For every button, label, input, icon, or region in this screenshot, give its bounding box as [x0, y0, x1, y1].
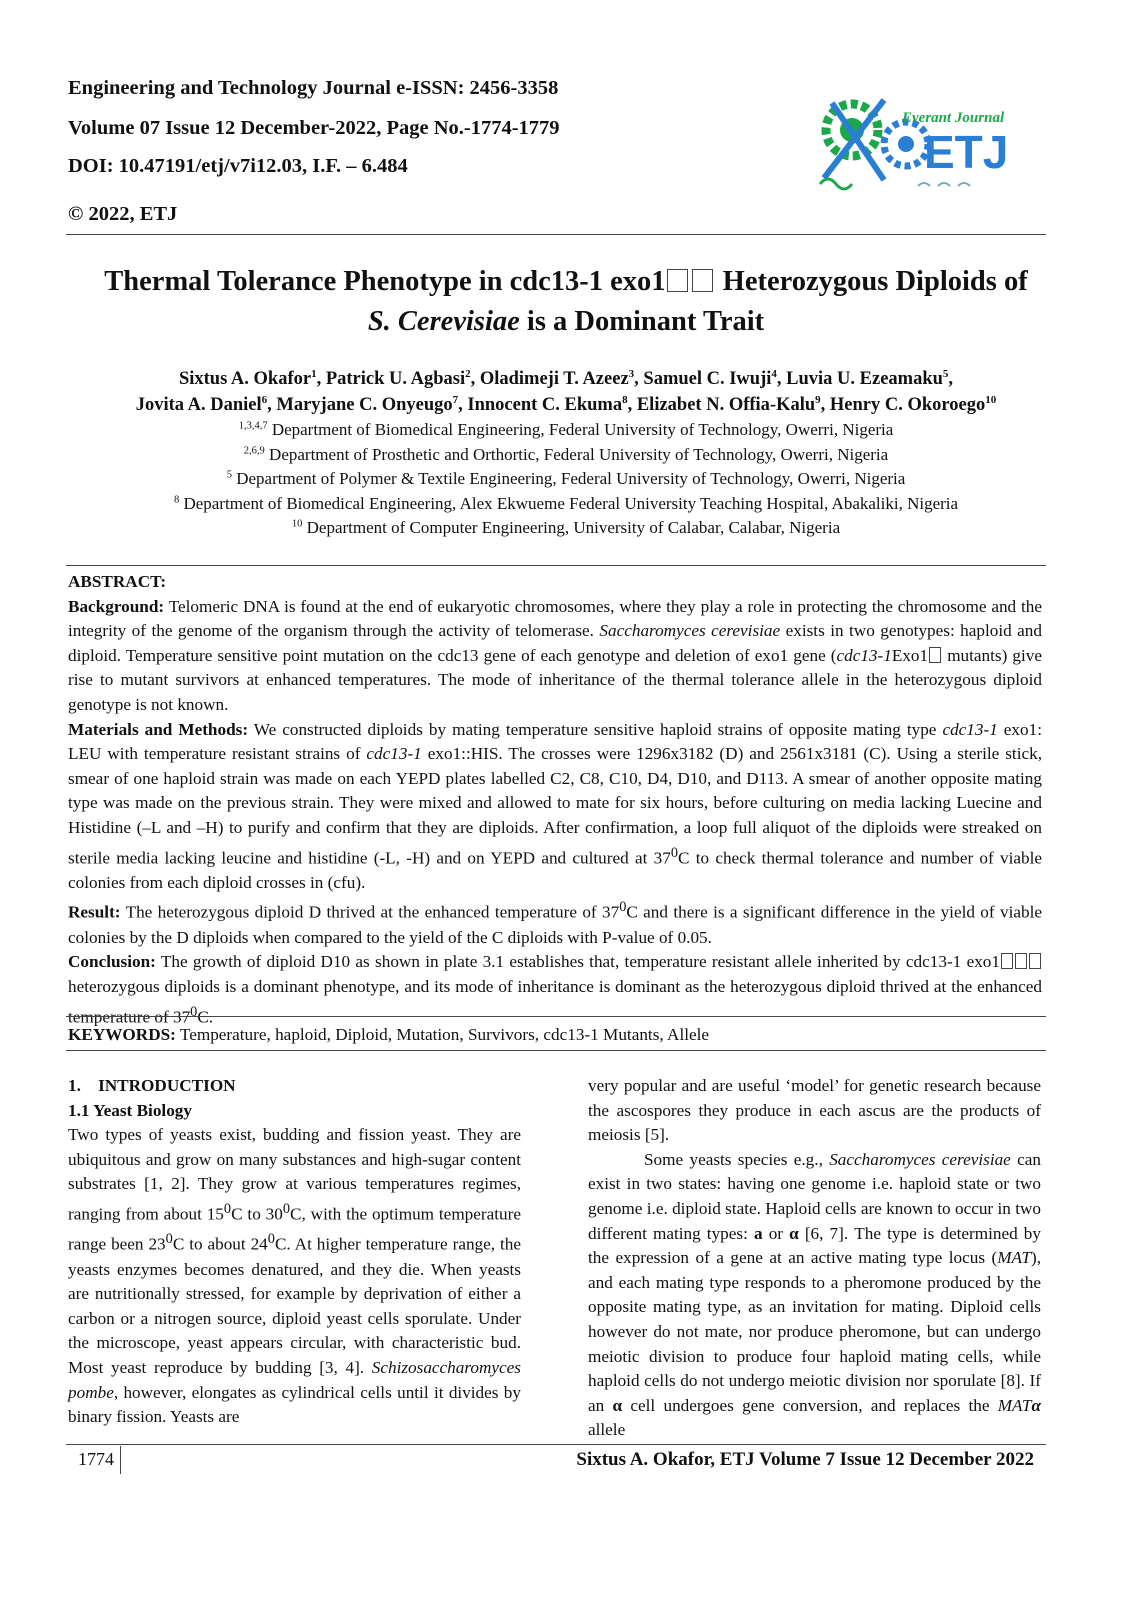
- journal-copyright: © 2022, ETJ: [68, 203, 178, 225]
- abstract-background: Background: Telomeric DNA is found at the end of eukaryotic chromosomes, where they play a role in protecting the chromosome and the integrity of the genome of the organism through the activity of telomerase. Saccharomyces cerevisiae exists in two genotypes: haploid and diploid. Temperature sensitive point mutation on the cdc13 gene of each genotype and deletion of exo1 gene (cdc13-1Exo1 mutants) give rise to mutant survivors at enhanced temperatures. The mode of inheritance of the thermal tolerance allele in the heterozygous diploid genotype is not known.: [68, 596, 1042, 714]
- logo-main-text: ETJ: [924, 126, 1009, 178]
- abstract-conclusion: Conclusion: The growth of diploid D10 as shown in plate 3.1 establishes that, temperature resistant allele inherited by cdc13-1 exo1heterozygous diploids is a dominant phenotype, and its mode of inheritance is dominant as the heterozygous diploid thrived at the enhanced temperature of $37^0C$.: [68, 952, 1042, 1027]
- abstract-methods: Materials and Methods: We constructed diploids by mating temperature sensitive haploid strains of opposite mating type cdc13-1 exo1: LEU with temperature resistant strains of cdc13-1 exo1::HIS. The crosses were 1296x3182 (D) and 2561x3181 (C). Using a sterile stick, smear of one haploid strain was made on each YEPD plates labelled C2, C8, C10, D4, D10, and D113. A smear of another opposite mating type was made on the previous strain. They were mixed and allowed to mate for six hours, before culturing on media lacking Luecine and Histidine (–L and –H) to purify and confirm that they are diploids. After confirmation, a loop full aliquot of the diploids were streaked on sterile media lacking leucine and histidine (-L, -H) and on YEPD and cultured at $37^0C$ to check thermal tolerance and number of viable colonies from each diploid crosses in (cfu).: [68, 719, 1042, 892]
- subsection-heading: 1.1 Yeast Biology: [68, 1100, 192, 1120]
- paper-title: Thermal Tolerance Phenotype in cdc13-1 exo1 Heterozygous Diploids of S. Cerevisiae is a Dominant Trait: [104, 266, 1028, 337]
- keywords: KEYWORDS: Temperature, haploid, Diploid, Mutation, Survivors, cdc13-1 Mutants, Allele: [68, 1025, 710, 1044]
- abstract: [68, 570, 1042, 1030]
- footer-rule: [66, 1444, 1046, 1445]
- header-rule: [66, 234, 1046, 235]
- footer-divider: [120, 1446, 121, 1474]
- affiliation-line: $^{2,6,9}$ Department of Prosthetic and Orthortic, Federal University of Technology, Owerri, Nigeria: [243, 444, 889, 464]
- abstract-top-rule: [66, 565, 1046, 566]
- intro-paragraph-1: Two types of yeasts exist, budding and fission yeast. They are ubiquitous and grow on many substances and high-sugar content substrates [1, 2]. They grow at various temperatures regimes, ranging from about $15^0C$ to $30^0C$, with the optimum temperature range been $23^0C$ to about $24^0C$. At higher temperature range, the yeasts enzymes becomes denatured, and they die. When yeasts are nutritionally stressed, for example by deprivation of either a carbon or a nitrogen source, diploid yeast cells sporulate. Under the microscope, yeast appears circular, with characteristic bud. Most yeast reproduce by budding [3, 4]. Schizosaccharomyces pombe, however, elongates as cylindrical cells until it divides by binary fission. Yeasts are: [68, 1125, 521, 1427]
- affiliation-list: [40, 418, 1092, 541]
- keywords-bottom-rule: [66, 1050, 1046, 1051]
- page-number: 1774: [78, 1449, 114, 1469]
- keywords-top-rule: [66, 1016, 1046, 1017]
- journal-doi: DOI: 10.47191/etj/v7i12.03, I.F. – 6.484: [68, 155, 408, 177]
- affiliation-line: $^{10}$ Department of Computer Engineering, University of Calabar, Calabar, Nigeria: [291, 518, 841, 538]
- intro-paragraph-3: Some yeasts species e.g., Saccharomyces cerevisiae can exist in two states: having one genome i.e. haploid state or two genome i.e. diploid state. Haploid cells are known to occur in two different mating types: a or α [6, 7]. The type is determined by the expression of a gene at an active mating type locus (MAT), and each mating type responds to a pheromone produced by the opposite mating type, as an invitation for mating. Diploid cells however do not mate, nor produce pheromone, but can undergo meiotic division to produce four haploid mating cells, while haploid cells do not undergo meiotic division nor sporulate [8]. If an α cell undergoes gene conversion, and replaces the MATα allele: [588, 1149, 1042, 1440]
- journal-issn: Engineering and Technology Journal e-ISSN: 2456-3358: [68, 77, 559, 99]
- etj-logo: [814, 88, 1014, 198]
- intro-left-column: [68, 1074, 521, 1430]
- running-footer: Sixtus A. Okafor, ETJ Volume 7 Issue 12 December 2022: [576, 1449, 1034, 1470]
- journal-volume: Volume 07 Issue 12 December-2022, Page No.-1774-1779: [68, 117, 560, 139]
- affiliation-line: $^8$ Department of Biomedical Engineering, Alex Ekwueme Federal University Teaching Hospital, Abakaliki, Nigeria: [173, 493, 959, 513]
- intro-right-column: [588, 1074, 1041, 1443]
- affiliation-line: $^{1,3,4,7}$ Department of Biomedical Engineering, Federal University of Technology, Owerri, Nigeria: [238, 420, 894, 439]
- author-list: Sixtus A. Okafor$^1$, Patrick U. Agbasi$^2$, Oladimeji T. Azeez$^3$, Samuel C. Iwuji$^4$, Luvia U. Ezeamaku$^5$, Jovita A. Daniel$^6$, Maryjane C. Onyeugo$^7$, Innocent C. Ekuma$^8$, Elizabet N. Offia-Kalu$^9$, Henry C. Okoroego$^{10}$: [135, 367, 997, 415]
- section-heading: 1. INTRODUCTION: [68, 1076, 236, 1095]
- abstract-heading: ABSTRACT:: [68, 572, 167, 591]
- logo-top-text: Everant Journal: [902, 110, 1005, 126]
- abstract-result: Result: The heterozygous diploid D thrived at the enhanced temperature of $37^0C$ and there is a significant difference in the yield of viable colonies by the D diploids when compared to the yield of the C diploids with P-value of 0.05.: [68, 899, 1042, 947]
- affiliation-line: $^5$ Department of Polymer & Textile Engineering, Federal University of Technology, Owerri, Nigeria: [226, 469, 906, 489]
- intro-paragraph-2: very popular and are useful ‘model’ for genetic research because the ascospores they produce in each ascus are the products of meiosis [5].: [588, 1076, 1041, 1145]
